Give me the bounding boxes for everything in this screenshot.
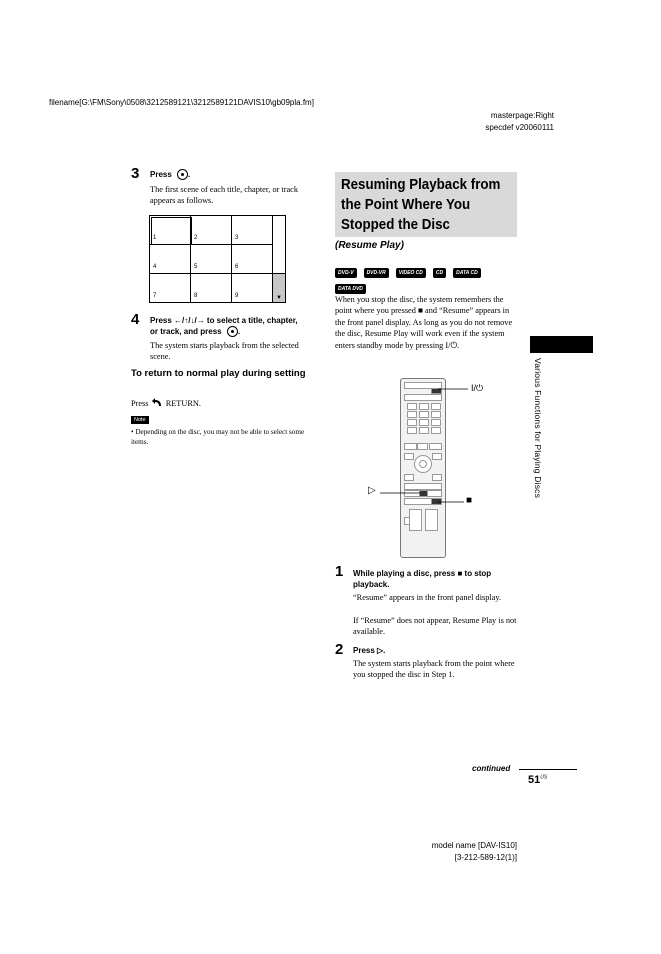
badge-video-cd: VIDEO CD bbox=[396, 268, 426, 278]
continued-rule bbox=[519, 769, 577, 770]
step-4-title-line1: Press ←/↑/↓/→ to select a title, chapter, bbox=[150, 316, 298, 325]
side-tab-marker bbox=[530, 336, 593, 353]
grid-cell: 7 bbox=[150, 274, 191, 303]
resume-step-1-title: While playing a disc, press ■ to stop playback. bbox=[353, 569, 492, 589]
grid-cell: 9 bbox=[232, 274, 273, 303]
resume-step-2-number: 2 bbox=[335, 641, 344, 658]
badge-cd: CD bbox=[433, 268, 446, 278]
filename-meta: filename[G:\FM\Sony\0508\3212589121\3212589121DAVIS10\gb09pla.fm] bbox=[49, 98, 314, 107]
return-body-prefix: Press bbox=[131, 399, 149, 409]
step-4-number: 4 bbox=[131, 311, 140, 328]
badge-data-cd: DATA CD bbox=[453, 268, 481, 278]
grid-cell: 5 bbox=[191, 245, 232, 274]
scene-grid bbox=[149, 215, 286, 303]
remote-label-play: ▷ bbox=[368, 485, 376, 496]
grid-row-3 bbox=[150, 274, 286, 303]
side-tab-label: Various Functions for Playing Discs bbox=[533, 358, 543, 499]
badge-dvd-vr: DVD-VR bbox=[364, 268, 389, 278]
grid-cell: 1 bbox=[150, 216, 191, 245]
note-text: • Depending on the disc, you may not be able to select some items. bbox=[131, 428, 305, 446]
page-number bbox=[528, 774, 547, 786]
grid-scrollbar-track bbox=[273, 216, 286, 274]
enter-button-icon bbox=[177, 169, 191, 180]
masterpage-meta: masterpage:Right bbox=[490, 111, 554, 120]
grid-scroll-down-arrow: ▼ bbox=[273, 274, 286, 303]
resume-step-2-body: The system starts playback from the point where you stopped the disc in Step 1. bbox=[353, 659, 515, 680]
enter-button-icon bbox=[227, 326, 241, 337]
grid-cell: 4 bbox=[150, 245, 191, 274]
return-arrow-icon bbox=[152, 398, 163, 410]
section-heading-box bbox=[335, 172, 517, 237]
page-number-suffix: US bbox=[540, 774, 548, 781]
resume-intro: When you stop the disc, the system remembers the point where you pressed ■ and “Resume” appears in the front panel display. As long as you do not remove the disc, Resume Play will work even if the system enters standby mode by pressing I/⏻. bbox=[335, 295, 513, 350]
grid-cell: 3 bbox=[232, 216, 273, 245]
remote-callout-lines bbox=[360, 380, 480, 510]
step-3-number: 3 bbox=[131, 165, 140, 182]
grid-row-1 bbox=[150, 216, 286, 245]
remote-channel-rocker bbox=[425, 509, 438, 531]
specdef-meta: specdef v20060111 bbox=[485, 123, 554, 132]
note-label: Note bbox=[131, 416, 149, 424]
return-body-suffix: RETURN. bbox=[165, 399, 201, 409]
step-3-title-suffix: . bbox=[188, 170, 191, 179]
step-4-title-suffix: . bbox=[237, 327, 241, 336]
disc-badges-row-2 bbox=[335, 277, 373, 295]
return-section-body bbox=[131, 398, 201, 410]
grid-cell: 6 bbox=[232, 245, 273, 274]
return-section-heading: To return to normal play during setting bbox=[131, 368, 306, 379]
remote-label-stop: ■ bbox=[466, 495, 473, 506]
step-4-title-line2-text: or track, and press bbox=[150, 327, 222, 336]
remote-small-key bbox=[404, 517, 410, 525]
resume-step-1-body-2: If “Resume” does not appear, Resume Play is not available. bbox=[353, 616, 517, 637]
model-code-meta: [3-212-589-12(1)] bbox=[454, 853, 517, 862]
resume-step-1-body-1: “Resume” appears in the front panel display. bbox=[353, 593, 502, 602]
grid-row-2 bbox=[150, 245, 286, 274]
continued-label: continued bbox=[472, 764, 511, 773]
step-4-title-line2 bbox=[150, 326, 240, 337]
resume-step-2-title: Press ▷. bbox=[353, 646, 386, 655]
step-3-body: The first scene of each title, chapter, or track appears as follows. bbox=[150, 185, 299, 206]
resume-step-1-number: 1 bbox=[335, 563, 344, 580]
step-3-title-text: Press bbox=[150, 170, 172, 179]
badge-data-dvd: DATA DVD bbox=[335, 284, 366, 294]
section-heading: Resuming Playback from the Point Where You Stopped the Disc bbox=[341, 177, 501, 233]
badge-dvd-v: DVD-V bbox=[335, 268, 357, 278]
grid-cell: 2 bbox=[191, 216, 232, 245]
grid-cell: 8 bbox=[191, 274, 232, 303]
step-4-body: The system starts playback from the selected scene. bbox=[150, 341, 299, 362]
remote-volume-rocker bbox=[409, 509, 422, 531]
model-name-meta: model name [DAV-IS10] bbox=[431, 841, 517, 850]
step-3-title bbox=[150, 169, 190, 180]
page-number-value: 51 bbox=[528, 774, 541, 786]
section-subheading: (Resume Play) bbox=[335, 240, 404, 251]
remote-label-power: I/⏻ bbox=[471, 383, 484, 393]
